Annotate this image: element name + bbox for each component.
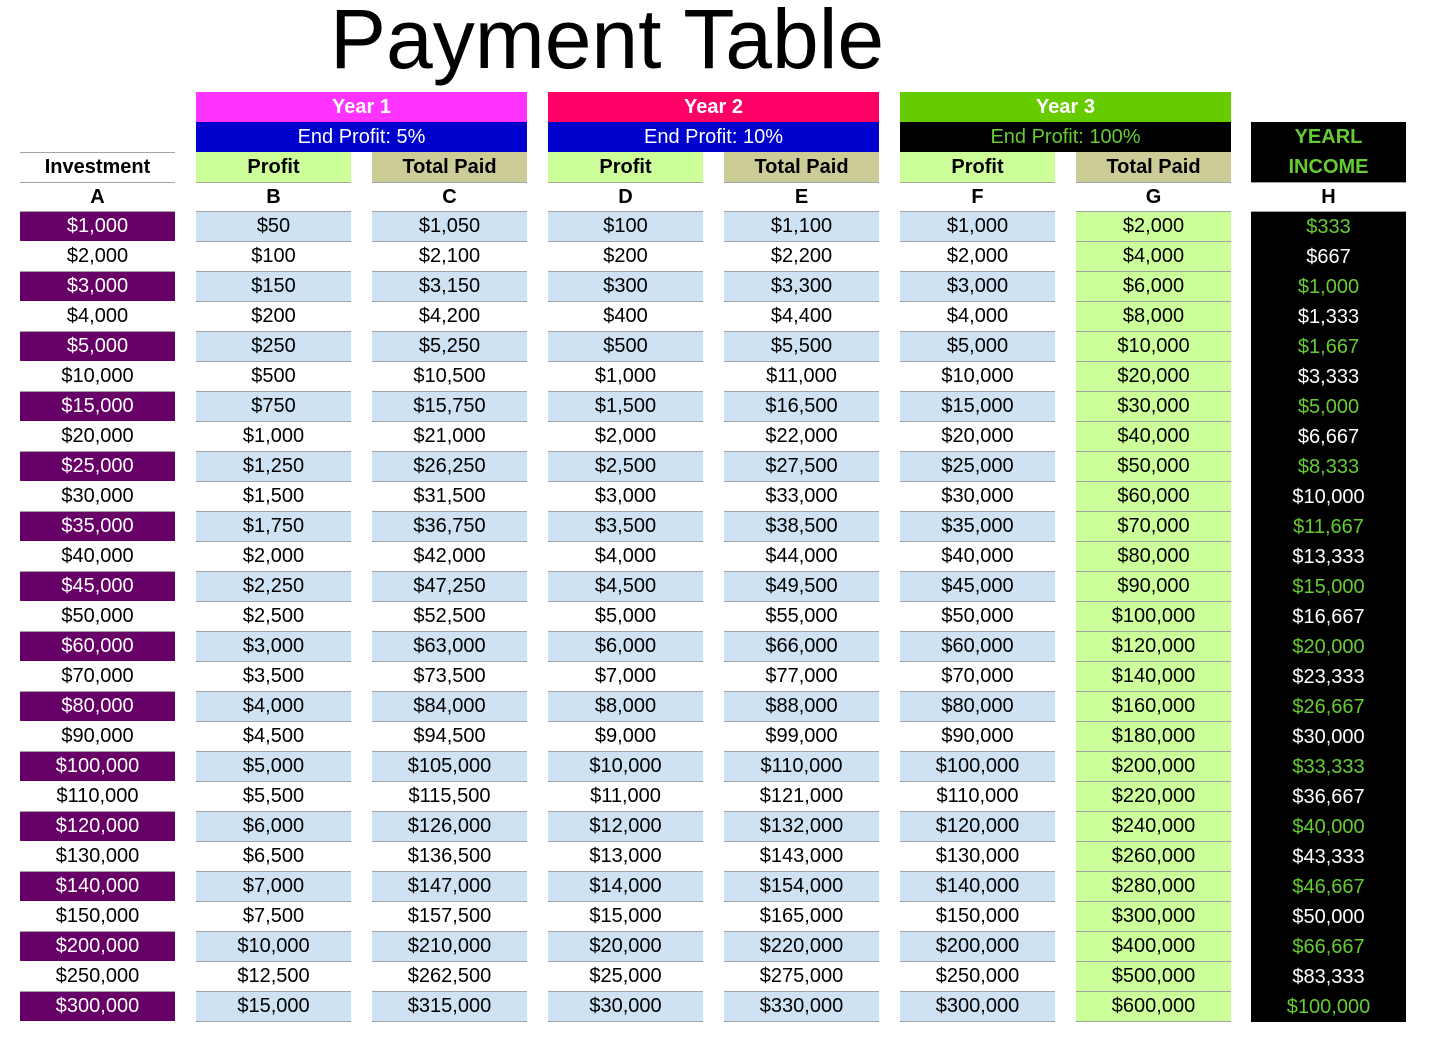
table-cell: $3,000 <box>900 272 1055 302</box>
column-header-a: Investment <box>20 152 175 182</box>
table-cell: $66,000 <box>724 632 879 662</box>
year-2-end-profit: End Profit: 10% <box>548 122 879 152</box>
table-cell: $240,000 <box>1076 812 1231 842</box>
table-cell: $6,667 <box>1251 422 1406 452</box>
table-cell: $180,000 <box>1076 722 1231 752</box>
table-cell: $2,100 <box>372 242 527 272</box>
table-cell: $36,750 <box>372 512 527 542</box>
table-cell: $150,000 <box>900 902 1055 932</box>
table-cell: $154,000 <box>724 872 879 902</box>
column-header-g: Total Paid <box>1076 152 1231 182</box>
table-cell: $50,000 <box>1076 452 1231 482</box>
investment-cell: $150,000 <box>20 902 175 932</box>
table-cell: $25,000 <box>548 962 703 992</box>
table-cell: $15,000 <box>548 902 703 932</box>
table-cell: $52,500 <box>372 602 527 632</box>
table-cell: $260,000 <box>1076 842 1231 872</box>
table-cell: $1,100 <box>724 212 879 242</box>
yearly-income-header-line1: YEARL <box>1251 122 1406 152</box>
column-letter-e: E <box>724 182 879 212</box>
table-cell: $121,000 <box>724 782 879 812</box>
table-cell: $40,000 <box>1076 422 1231 452</box>
table-cell: $4,000 <box>548 542 703 572</box>
table-cell: $6,000 <box>1076 272 1231 302</box>
table-cell: $220,000 <box>724 932 879 962</box>
table-cell: $2,200 <box>724 242 879 272</box>
table-cell: $88,000 <box>724 692 879 722</box>
table-cell: $27,500 <box>724 452 879 482</box>
table-cell: $315,000 <box>372 992 527 1022</box>
table-cell: $6,000 <box>196 812 351 842</box>
table-cell: $25,000 <box>900 452 1055 482</box>
table-cell: $20,000 <box>1251 632 1406 662</box>
table-cell: $60,000 <box>900 632 1055 662</box>
year-1-end-profit: End Profit: 5% <box>196 122 527 152</box>
yearly-income-header-line2: INCOME <box>1251 152 1406 182</box>
table-cell: $3,333 <box>1251 362 1406 392</box>
table-cell: $130,000 <box>900 842 1055 872</box>
table-cell: $2,500 <box>548 452 703 482</box>
table-cell: $4,000 <box>196 692 351 722</box>
table-cell: $22,000 <box>724 422 879 452</box>
investment-cell: $2,000 <box>20 242 175 272</box>
table-cell: $275,000 <box>724 962 879 992</box>
investment-cell: $120,000 <box>20 812 175 842</box>
table-cell: $60,000 <box>1076 482 1231 512</box>
table-cell: $200,000 <box>1076 752 1231 782</box>
table-cell: $4,500 <box>548 572 703 602</box>
table-cell: $5,000 <box>1251 392 1406 422</box>
table-cell: $5,000 <box>548 602 703 632</box>
table-cell: $210,000 <box>372 932 527 962</box>
investment-cell: $140,000 <box>20 872 175 902</box>
column-header-f: Profit <box>900 152 1055 182</box>
table-cell: $2,000 <box>548 422 703 452</box>
table-cell: $30,000 <box>1076 392 1231 422</box>
column-letter-h: H <box>1251 182 1406 212</box>
table-cell: $5,500 <box>196 782 351 812</box>
table-cell: $1,000 <box>196 422 351 452</box>
table-cell: $3,300 <box>724 272 879 302</box>
table-cell: $1,050 <box>372 212 527 242</box>
table-cell: $220,000 <box>1076 782 1231 812</box>
table-cell: $80,000 <box>1076 542 1231 572</box>
table-cell: $10,000 <box>1251 482 1406 512</box>
table-cell: $94,500 <box>372 722 527 752</box>
table-cell: $2,500 <box>196 602 351 632</box>
table-cell: $140,000 <box>900 872 1055 902</box>
table-cell: $10,500 <box>372 362 527 392</box>
table-cell: $143,000 <box>724 842 879 872</box>
table-cell: $99,000 <box>724 722 879 752</box>
table-cell: $132,000 <box>724 812 879 842</box>
table-cell: $3,150 <box>372 272 527 302</box>
table-cell: $330,000 <box>724 992 879 1022</box>
table-cell: $15,000 <box>1251 572 1406 602</box>
table-cell: $46,667 <box>1251 872 1406 902</box>
table-cell: $5,000 <box>900 332 1055 362</box>
table-cell: $11,000 <box>548 782 703 812</box>
table-cell: $110,000 <box>724 752 879 782</box>
table-cell: $3,000 <box>196 632 351 662</box>
table-cell: $8,000 <box>548 692 703 722</box>
column-letter-c: C <box>372 182 527 212</box>
table-cell: $20,000 <box>900 422 1055 452</box>
table-cell: $4,000 <box>1076 242 1231 272</box>
column-letter-d: D <box>548 182 703 212</box>
investment-cell: $20,000 <box>20 422 175 452</box>
table-cell: $26,667 <box>1251 692 1406 722</box>
table-cell: $55,000 <box>724 602 879 632</box>
table-cell: $40,000 <box>900 542 1055 572</box>
table-cell: $2,000 <box>1076 212 1231 242</box>
year-2-header: Year 2 <box>548 92 879 122</box>
table-cell: $4,400 <box>724 302 879 332</box>
table-cell: $1,500 <box>196 482 351 512</box>
investment-cell: $3,000 <box>20 272 175 302</box>
table-cell: $1,750 <box>196 512 351 542</box>
investment-cell: $1,000 <box>20 212 175 242</box>
table-cell: $2,250 <box>196 572 351 602</box>
column-letter-a: A <box>20 182 175 212</box>
investment-cell: $130,000 <box>20 842 175 872</box>
table-cell: $126,000 <box>372 812 527 842</box>
table-cell: $200 <box>196 302 351 332</box>
investment-cell: $100,000 <box>20 752 175 782</box>
table-cell: $200,000 <box>900 932 1055 962</box>
investment-cell: $30,000 <box>20 482 175 512</box>
table-cell: $667 <box>1251 242 1406 272</box>
table-cell: $400,000 <box>1076 932 1231 962</box>
table-cell: $70,000 <box>900 662 1055 692</box>
table-cell: $11,667 <box>1251 512 1406 542</box>
table-cell: $70,000 <box>1076 512 1231 542</box>
table-cell: $105,000 <box>372 752 527 782</box>
investment-cell: $50,000 <box>20 602 175 632</box>
table-cell: $10,000 <box>548 752 703 782</box>
table-cell: $2,000 <box>196 542 351 572</box>
table-cell: $5,500 <box>724 332 879 362</box>
table-cell: $63,000 <box>372 632 527 662</box>
table-cell: $90,000 <box>1076 572 1231 602</box>
table-cell: $15,000 <box>196 992 351 1022</box>
table-cell: $100,000 <box>1251 992 1406 1022</box>
table-cell: $4,200 <box>372 302 527 332</box>
table-cell: $15,750 <box>372 392 527 422</box>
table-cell: $50,000 <box>900 602 1055 632</box>
column-header-d: Profit <box>548 152 703 182</box>
table-cell: $7,500 <box>196 902 351 932</box>
table-cell: $90,000 <box>900 722 1055 752</box>
investment-cell: $300,000 <box>20 992 175 1022</box>
table-cell: $500 <box>196 362 351 392</box>
table-cell: $4,000 <box>900 302 1055 332</box>
table-cell: $30,000 <box>900 482 1055 512</box>
investment-cell: $110,000 <box>20 782 175 812</box>
investment-cell: $10,000 <box>20 362 175 392</box>
table-cell: $8,000 <box>1076 302 1231 332</box>
table-cell: $50,000 <box>1251 902 1406 932</box>
table-cell: $11,000 <box>724 362 879 392</box>
investment-cell: $35,000 <box>20 512 175 542</box>
table-cell: $26,250 <box>372 452 527 482</box>
table-cell: $1,250 <box>196 452 351 482</box>
table-cell: $12,000 <box>548 812 703 842</box>
table-cell: $333 <box>1251 212 1406 242</box>
table-cell: $7,000 <box>196 872 351 902</box>
table-cell: $136,500 <box>372 842 527 872</box>
table-cell: $1,000 <box>900 212 1055 242</box>
table-cell: $49,500 <box>724 572 879 602</box>
investment-cell: $15,000 <box>20 392 175 422</box>
table-cell: $20,000 <box>548 932 703 962</box>
table-cell: $43,333 <box>1251 842 1406 872</box>
table-cell: $20,000 <box>1076 362 1231 392</box>
table-cell: $280,000 <box>1076 872 1231 902</box>
table-cell: $115,500 <box>372 782 527 812</box>
table-cell: $100,000 <box>900 752 1055 782</box>
investment-cell: $80,000 <box>20 692 175 722</box>
investment-cell: $70,000 <box>20 662 175 692</box>
table-cell: $3,000 <box>548 482 703 512</box>
table-cell: $35,000 <box>900 512 1055 542</box>
table-cell: $300,000 <box>900 992 1055 1022</box>
table-cell: $1,333 <box>1251 302 1406 332</box>
table-cell: $300,000 <box>1076 902 1231 932</box>
table-cell: $66,667 <box>1251 932 1406 962</box>
table-cell: $140,000 <box>1076 662 1231 692</box>
table-cell: $500 <box>548 332 703 362</box>
table-cell: $200 <box>548 242 703 272</box>
table-cell: $120,000 <box>1076 632 1231 662</box>
table-cell: $45,000 <box>900 572 1055 602</box>
table-cell: $10,000 <box>900 362 1055 392</box>
table-cell: $1,000 <box>548 362 703 392</box>
table-cell: $100,000 <box>1076 602 1231 632</box>
table-cell: $44,000 <box>724 542 879 572</box>
investment-cell: $4,000 <box>20 302 175 332</box>
table-cell: $6,500 <box>196 842 351 872</box>
table-cell: $6,000 <box>548 632 703 662</box>
table-cell: $73,500 <box>372 662 527 692</box>
table-cell: $13,333 <box>1251 542 1406 572</box>
table-cell: $23,333 <box>1251 662 1406 692</box>
column-letter-g: G <box>1076 182 1231 212</box>
table-cell: $7,000 <box>548 662 703 692</box>
table-cell: $42,000 <box>372 542 527 572</box>
investment-cell: $200,000 <box>20 932 175 962</box>
table-cell: $33,333 <box>1251 752 1406 782</box>
table-cell: $77,000 <box>724 662 879 692</box>
column-header-b: Profit <box>196 152 351 182</box>
table-cell: $33,000 <box>724 482 879 512</box>
table-cell: $600,000 <box>1076 992 1231 1022</box>
table-cell: $147,000 <box>372 872 527 902</box>
table-cell: $31,500 <box>372 482 527 512</box>
table-cell: $5,250 <box>372 332 527 362</box>
investment-cell: $60,000 <box>20 632 175 662</box>
year-3-end-profit: End Profit: 100% <box>900 122 1231 152</box>
column-header-e: Total Paid <box>724 152 879 182</box>
table-cell: $10,000 <box>1076 332 1231 362</box>
investment-cell: $5,000 <box>20 332 175 362</box>
table-cell: $16,500 <box>724 392 879 422</box>
investment-cell: $45,000 <box>20 572 175 602</box>
year-3-header: Year 3 <box>900 92 1231 122</box>
table-cell: $14,000 <box>548 872 703 902</box>
table-cell: $100 <box>196 242 351 272</box>
table-cell: $100 <box>548 212 703 242</box>
table-cell: $150 <box>196 272 351 302</box>
table-cell: $40,000 <box>1251 812 1406 842</box>
year-1-header: Year 1 <box>196 92 527 122</box>
investment-cell: $250,000 <box>20 962 175 992</box>
table-cell: $10,000 <box>196 932 351 962</box>
table-cell: $13,000 <box>548 842 703 872</box>
table-cell: $8,333 <box>1251 452 1406 482</box>
table-cell: $300 <box>548 272 703 302</box>
table-cell: $30,000 <box>1251 722 1406 752</box>
table-cell: $400 <box>548 302 703 332</box>
table-cell: $5,000 <box>196 752 351 782</box>
table-cell: $47,250 <box>372 572 527 602</box>
table-cell: $15,000 <box>900 392 1055 422</box>
column-letter-b: B <box>196 182 351 212</box>
table-cell: $9,000 <box>548 722 703 752</box>
column-letter-f: F <box>900 182 1055 212</box>
table-cell: $250 <box>196 332 351 362</box>
table-cell: $3,500 <box>196 662 351 692</box>
table-cell: $30,000 <box>548 992 703 1022</box>
table-cell: $4,500 <box>196 722 351 752</box>
investment-cell: $90,000 <box>20 722 175 752</box>
page-title: Payment Table <box>330 0 885 86</box>
table-cell: $1,500 <box>548 392 703 422</box>
column-header-c: Total Paid <box>372 152 527 182</box>
table-cell: $12,500 <box>196 962 351 992</box>
table-cell: $3,500 <box>548 512 703 542</box>
table-cell: $84,000 <box>372 692 527 722</box>
table-cell: $160,000 <box>1076 692 1231 722</box>
table-cell: $157,500 <box>372 902 527 932</box>
table-cell: $50 <box>196 212 351 242</box>
table-cell: $38,500 <box>724 512 879 542</box>
table-cell: $500,000 <box>1076 962 1231 992</box>
table-cell: $2,000 <box>900 242 1055 272</box>
table-cell: $80,000 <box>900 692 1055 722</box>
table-cell: $1,000 <box>1251 272 1406 302</box>
table-cell: $83,333 <box>1251 962 1406 992</box>
table-cell: $1,667 <box>1251 332 1406 362</box>
table-cell: $21,000 <box>372 422 527 452</box>
table-cell: $120,000 <box>900 812 1055 842</box>
investment-cell: $40,000 <box>20 542 175 572</box>
table-cell: $36,667 <box>1251 782 1406 812</box>
table-cell: $16,667 <box>1251 602 1406 632</box>
table-cell: $165,000 <box>724 902 879 932</box>
investment-cell: $25,000 <box>20 452 175 482</box>
table-cell: $250,000 <box>900 962 1055 992</box>
table-cell: $750 <box>196 392 351 422</box>
table-cell: $110,000 <box>900 782 1055 812</box>
table-cell: $262,500 <box>372 962 527 992</box>
